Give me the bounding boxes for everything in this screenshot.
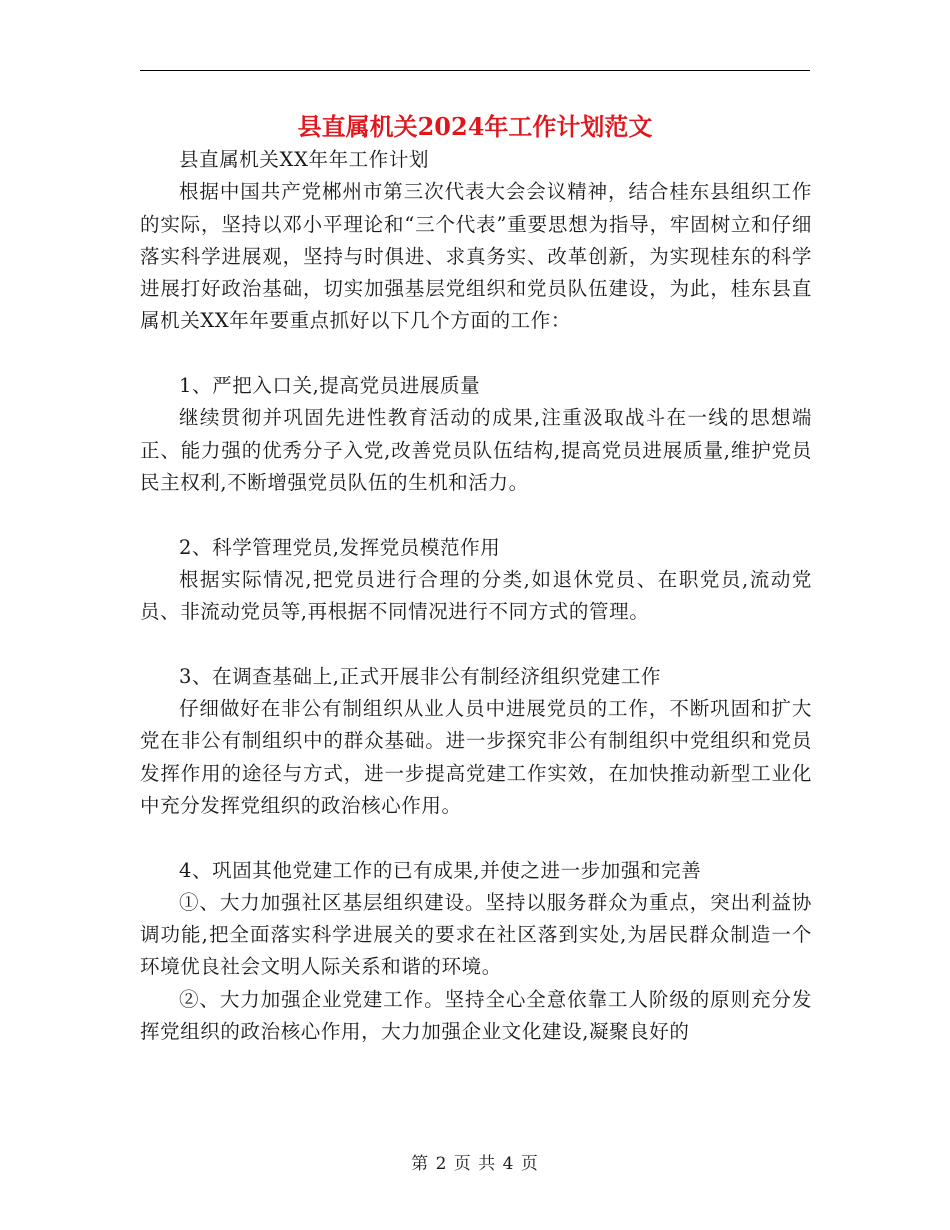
section-heading-3: 3、在调查基础上,正式开展非公有制经济组织党建工作 [179,664,662,688]
document-body [140,144,812,1048]
section-body-4b: ②、大力加强企业党建工作。坚持全心全意依靠工人阶级的原则充分发挥党组织的政治核心作用，大力加强企业文化建设,凝聚良好的 [140,987,812,1044]
document-title: 县直属机关2024年工作计划范文 [297,112,653,141]
subtitle-paragraph: 县直属机关XX年年工作计划 [179,148,430,171]
section-heading-2: 2、科学管理党员,发挥党员模范作用 [179,535,501,559]
section-body-1: 继续贯彻并巩固先进性教育活动的成果,注重汲取战斗在一线的思想端正、能力强的优秀分子入党,改善党员队伍结构,提高党员进展质量,维护党员民主权利,不断增强党员队伍的生机和活力。 [140,406,812,494]
intro-paragraph: 根据中国共产党郴州市第三次代表大会会议精神，结合桂东县组织工作的实际，坚持以邓小平理论和“三个代表”重要思想为指导，牢固树立和仔细落实科学进展观，坚持与时俱进、求真务实、改革创新，为实现桂东的科学进展打好政治基础，切实加强基层党组织和党员队伍建设，为此，桂东县直属机关XX年年要重点抓好以下几个方面的工作： [140,180,812,333]
page-footer: 第 2 页 共 4 页 [411,1154,539,1174]
section-heading-4: 4、巩固其他党建工作的已有成果,并使之进一步加强和完善 [179,858,702,882]
header-rule [140,70,810,71]
section-body-2: 根据实际情况,把党员进行合理的分类,如退休党员、在职党员,流动党员、非流动党员等,再根据不同情况进行不同方式的管理。 [140,567,812,624]
section-body-3: 仔细做好在非公有制组织从业人员中进展党员的工作，不断巩固和扩大党在非公有制组织中的群众基础。进一步探究非公有制组织中党组织和党员发挥作用的途径与方式，进一步提高党建工作实效，在加快推动新型工业化中充分发挥党组织的政治核心作用。 [140,697,812,817]
section-heading-1: 1、严把入口关,提高党员进展质量 [179,374,481,398]
section-body-4a: ①、大力加强社区基层组织建设。坚持以服务群众为重点，突出利益协调功能,把全面落实科学进展关的要求在社区落到实处,为居民群众制造一个环境优良社会文明人际关系和谐的环境。 [140,890,812,979]
